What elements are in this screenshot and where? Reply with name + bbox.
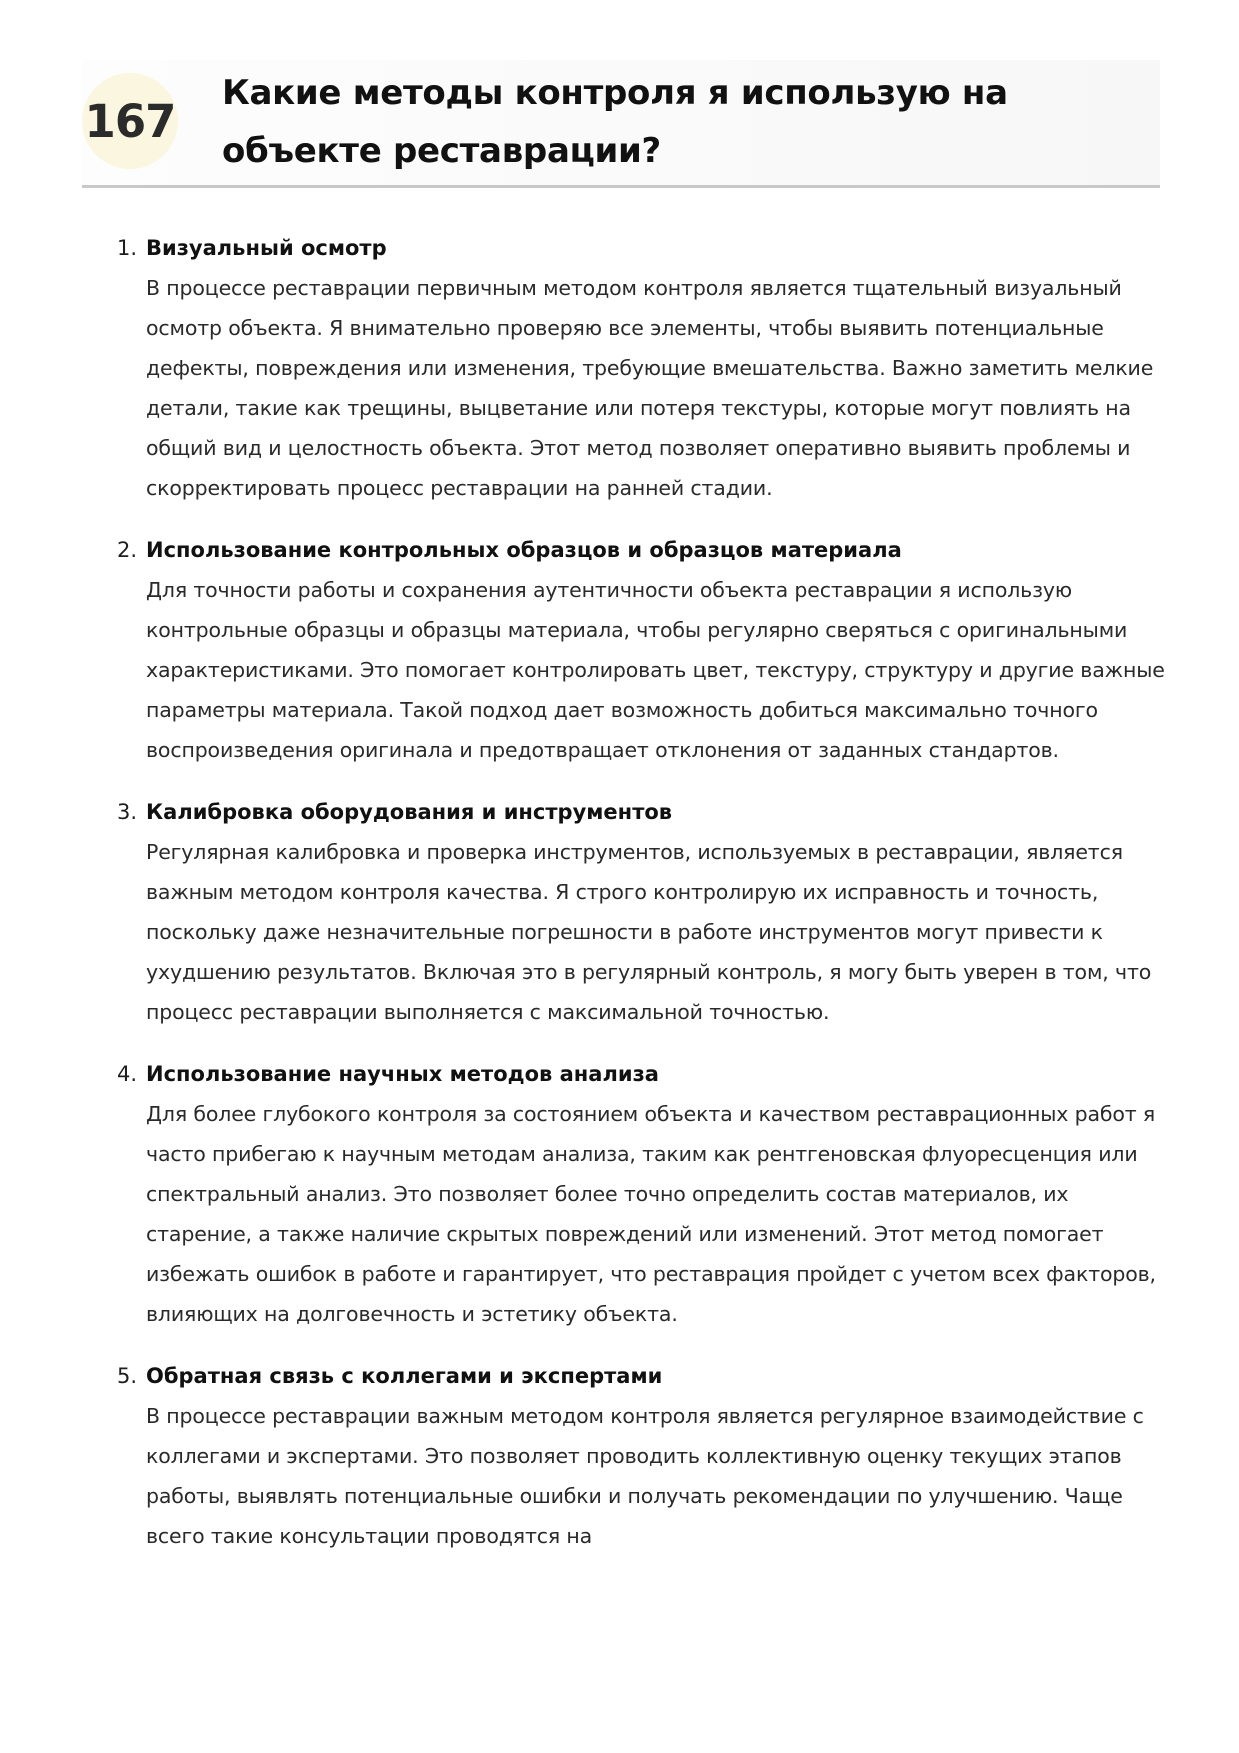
list-item-title: Использование научных методов анализа [146, 1062, 659, 1086]
list-item-number: 5. [117, 1364, 138, 1388]
list-item-text: В процессе реставрации первичным методом контроля является тщательный визуальный осмотр объекта. Я внимательно проверяю все элементы, чтобы выявить потенциальные дефекты, повреждения или изменения, требующие вмешательства. Важно заметить мелкие детали, такие как трещины, выцветание или потеря текстуры, которые могут повлиять на общий вид и целостность объекта. Этот метод позволяет оперативно выявить проблемы и скорректировать процесс реставрации на ранней стадии. [146, 276, 1154, 500]
list-item-title: Использование контрольных образцов и образцов материала [146, 538, 902, 562]
list-item-number: 2. [117, 538, 138, 562]
list-item-number: 1. [117, 236, 138, 260]
list-item-text: Для точности работы и сохранения аутентичности объекта реставрации я использую контрольные образцы и образцы материала, чтобы регулярно сверяться с оригинальными характеристиками. Это помогает контролировать цвет, текстуру, структуру и другие важные параметры материала. Такой подход дает возможность добиться максимально точного воспроизведения оригинала и предотвращает отклонения от заданных стандартов. [146, 578, 1165, 762]
list-item-text: Регулярная калибровка и проверка инструментов, используемых в реставрации, является важным методом контроля качества. Я строго контролирую их исправность и точность, поскольку даже незначительные погрешности в работе инструментов могут привести к ухудшению результатов. Включая это в регулярный контроль, я могу быть уверен в том, что процесс реставрации выполняется с максимальной точностью. [146, 840, 1152, 1024]
list-item [90, 1356, 1165, 1556]
list-item [90, 530, 1165, 770]
list-item-title: Обратная связь с коллегами и экспертами [146, 1364, 663, 1388]
list-item-text: Для более глубокого контроля за состоянием объекта и качеством реставрационных работ я часто прибегаю к научным методам анализа, таким как рентгеновская флуоресценция или спектральный анализ. Это позволяет более точно определить состав материалов, их старение, а также наличие скрытых повреждений или изменений. Этот метод помогает избежать ошибок в работе и гарантирует, что реставрация пройдет с учетом всех факторов, влияющих на долговечность и эстетику объекта. [146, 1102, 1156, 1326]
methods-list [90, 228, 1165, 1578]
list-item-title: Визуальный осмотр [146, 236, 387, 260]
list-item [90, 228, 1165, 508]
list-item-text: В процессе реставрации важным методом контроля является регулярное взаимодействие с коллегами и экспертами. Это позволяет проводить коллективную оценку текущих этапов работы, выявлять потенциальные ошибки и получать рекомендации по улучшению. Чаще всего такие консультации проводятся на [146, 1404, 1144, 1548]
question-title: Какие методы контроля я использую на объекте реставрации? [222, 73, 1008, 171]
question-number-badge: 167 [82, 73, 178, 169]
question-header [82, 60, 1160, 188]
list-item [90, 1054, 1165, 1334]
list-item-title: Калибровка оборудования и инструментов [146, 800, 673, 824]
list-item-number: 3. [117, 800, 138, 824]
list-item-number: 4. [117, 1062, 138, 1086]
list-item [90, 792, 1165, 1032]
